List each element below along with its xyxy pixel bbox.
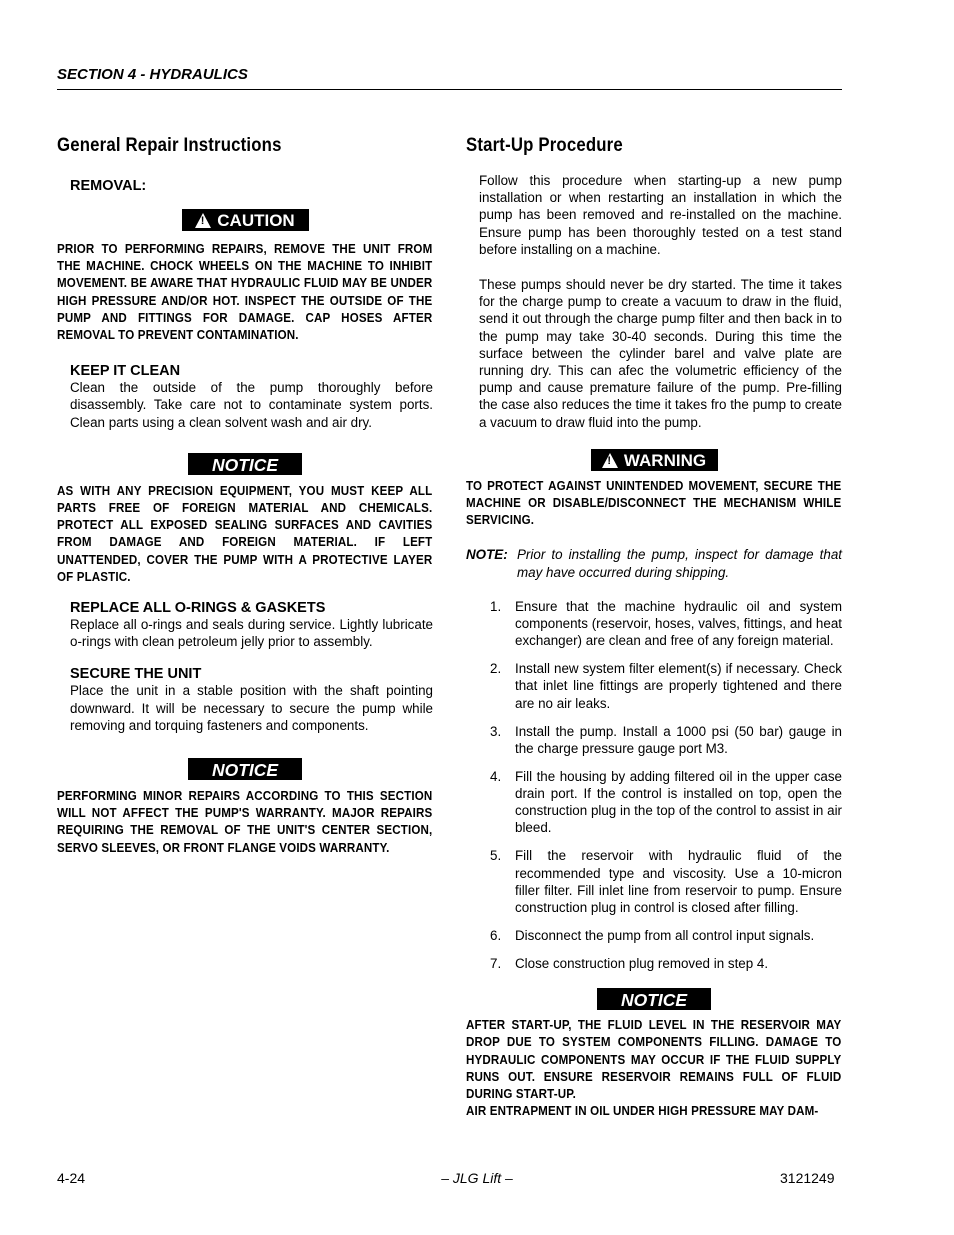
step-number: 4. xyxy=(490,768,502,784)
section-header-title: SECTION 4 - HYDRAULICS xyxy=(57,66,248,83)
keep-clean-heading: KEEP IT CLEAN xyxy=(70,363,181,380)
notice-text-1: AS WITH ANY PRECISION EQUIPMENT, YOU MUST KEEP ALL PARTS FREE OF FOREIGN MATERIAL AND CHEMICALS. PROTECT ALL EXPOSED SEALING SURFACES AND CAVITIES FROM DAMAGE AND FOREIGN MATERIAL. IF LEFT UNATTENDED, COVER THE PUMP WITH A PROTECTIVE LAYER OF PLASTIC. xyxy=(57,483,433,584)
list-item xyxy=(466,955,842,972)
startup-steps xyxy=(466,598,842,972)
step-text: Fill the housing by adding filtered oil in the upper case drain port. If the control is installed on top, open the construction plug in the top of the control to assist in air bleed. xyxy=(515,768,842,836)
removal-heading: REMOVAL: xyxy=(70,178,147,194)
list-item xyxy=(466,927,842,944)
list-item xyxy=(466,598,842,650)
notice-badge-wrap-2 xyxy=(57,758,433,784)
secure-unit-heading: SECURE THE UNIT xyxy=(70,666,202,683)
notice-badge-wrap-1 xyxy=(57,453,433,479)
keep-clean-text: Clean the outside of the pump thoroughly before disassembly. Take care not to contaminate system ports. Clean parts using a clean solvent wash and air dry. xyxy=(70,380,433,430)
notice-badge: NOTICE xyxy=(188,758,302,780)
warning-badge-wrap xyxy=(466,449,842,475)
step-text: Close construction plug removed in step 4. xyxy=(515,956,769,972)
step-text: Fill the reservoir with hydraulic fluid of the recommended type and viscosity. Use a 10-micron filler filter. Fill inlet line from reservoir to pump. Ensure construction plug in control is closed after filling. xyxy=(515,848,842,916)
right-column xyxy=(466,128,842,1120)
step-number: 3. xyxy=(490,723,502,739)
orings-text: Replace all o-rings and seals during service. Lightly lubricate o-rings with clean petroleum jelly prior to assembly. xyxy=(70,617,433,650)
step-number: 1. xyxy=(490,598,502,614)
notice-badge-wrap-3 xyxy=(466,988,842,1014)
notice-text-4: AIR ENTRAPMENT IN OIL UNDER HIGH PRESSURE MAY DAM- xyxy=(466,1104,819,1119)
startup-intro-2: These pumps should never be dry started. The time it takes for the charge pump to create a vacuum to draw in the fluid, send it out through the charge pump filter and then back in to the pump may take 30-40 seconds. During this time the surface between the cylinder barel and valve plate are running dry. This can afec the volumetric efficiency of the pump and cause premature failure of the pump. Pre-filling the case also reduces the time it takes fro the pump to create a vacuum to draw fluid into the pump. xyxy=(479,277,842,430)
caution-text: PRIOR TO PERFORMING REPAIRS, REMOVE THE UNIT FROM THE MACHINE. CHOCK WHEELS ON THE MACHINE TO INHIBIT MOVEMENT. BE AWARE THAT HYDRAULIC FLUID MAY BE UNDER HIGH PRESSURE AND/OR HOT. INSPECT THE OUTSIDE OF THE PUMP AND FITTINGS FOR DAMAGE. CAP HOSES AFTER REMOVAL TO PREVENT CONTAMINATION. xyxy=(57,242,433,343)
warning-text: TO PROTECT AGAINST UNINTENDED MOVEMENT, SECURE THE MACHINE OR DISABLE/DISCONNECT THE MECHANISM WHILE SERVICING. xyxy=(466,478,842,528)
general-repair-title: General Repair Instructions xyxy=(57,134,282,156)
secure-unit-text: Place the unit in a stable position with the shaft pointing downward. It will be necessary to secure the pump while removing and torquing fasteners and components. xyxy=(70,683,433,733)
step-text: Disconnect the pump from all control input signals. xyxy=(515,928,815,944)
notice-badge: NOTICE xyxy=(188,453,302,475)
note-text: Prior to installing the pump, inspect for damage that may have occurred during shipping. xyxy=(517,547,842,580)
warning-label: WARNING xyxy=(623,450,707,470)
warning-badge xyxy=(591,449,718,471)
caution-badge xyxy=(182,209,309,231)
step-number: 7. xyxy=(490,956,502,972)
warning-triangle-icon xyxy=(602,453,618,468)
step-number: 6. xyxy=(490,928,502,944)
notice-text-2: PERFORMING MINOR REPAIRS ACCORDING TO THIS SECTION WILL NOT AFFECT THE PUMP'S WARRANTY. MAJOR REPAIRS REQUIRING THE REMOVAL OF THE UNIT'S CENTER SECTION, SERVO SLEEVES, OR FRONT FLANGE VOIDS WARRANTY. xyxy=(57,789,433,855)
step-number: 5. xyxy=(490,848,502,864)
list-item xyxy=(466,768,842,837)
caution-label: CAUTION xyxy=(217,211,295,230)
footer-doc-number: 3121249 xyxy=(780,1170,835,1186)
list-item xyxy=(466,723,842,757)
startup-title: Start-Up Procedure xyxy=(466,134,623,156)
orings-heading: REPLACE ALL O-RINGS & GASKETS xyxy=(70,600,326,617)
header-rule xyxy=(57,89,842,90)
step-number: 2. xyxy=(490,661,502,677)
step-text: Install the pump. Install a 1000 psi (50 bar) gauge in the charge pressure gauge port M3. xyxy=(515,723,842,756)
footer-page-number: 4-24 xyxy=(57,1170,86,1186)
step-text: Ensure that the machine hydraulic oil and system components (reservoir, hoses, valves, fittings, and heat exchanger) are clean and free of any foreign material. xyxy=(515,598,842,649)
left-column xyxy=(57,128,433,857)
startup-intro-1: Follow this procedure when starting-up a new pump installation or when restarting an installation in which the pump has been removed and re-installed on the machine. Ensure pump has been thoroughly tested on a test stand before installing on a machine. xyxy=(479,173,842,257)
footer-center-text: – JLG Lift – xyxy=(441,1170,513,1186)
note xyxy=(466,546,842,580)
list-item xyxy=(466,847,842,916)
notice-text-3: AFTER START-UP, THE FLUID LEVEL IN THE RESERVOIR MAY DROP DUE TO SYSTEM COMPONENTS FILLING. DAMAGE TO HYDRAULIC COMPONENTS MAY OCCUR IF THE FLUID SUPPLY RUNS OUT. ENSURE RESERVOIR REMAINS FULL OF FLUID DURING START-UP. xyxy=(466,1018,842,1101)
step-text: Install new system filter element(s) if necessary. Check that inlet line fittings are properly tightened and there are no air leaks. xyxy=(515,661,842,711)
note-label: NOTE: xyxy=(466,547,508,563)
list-item xyxy=(466,660,842,712)
warning-triangle-icon xyxy=(195,213,211,228)
notice-badge: NOTICE xyxy=(597,988,711,1010)
caution-badge-wrap xyxy=(57,209,433,235)
